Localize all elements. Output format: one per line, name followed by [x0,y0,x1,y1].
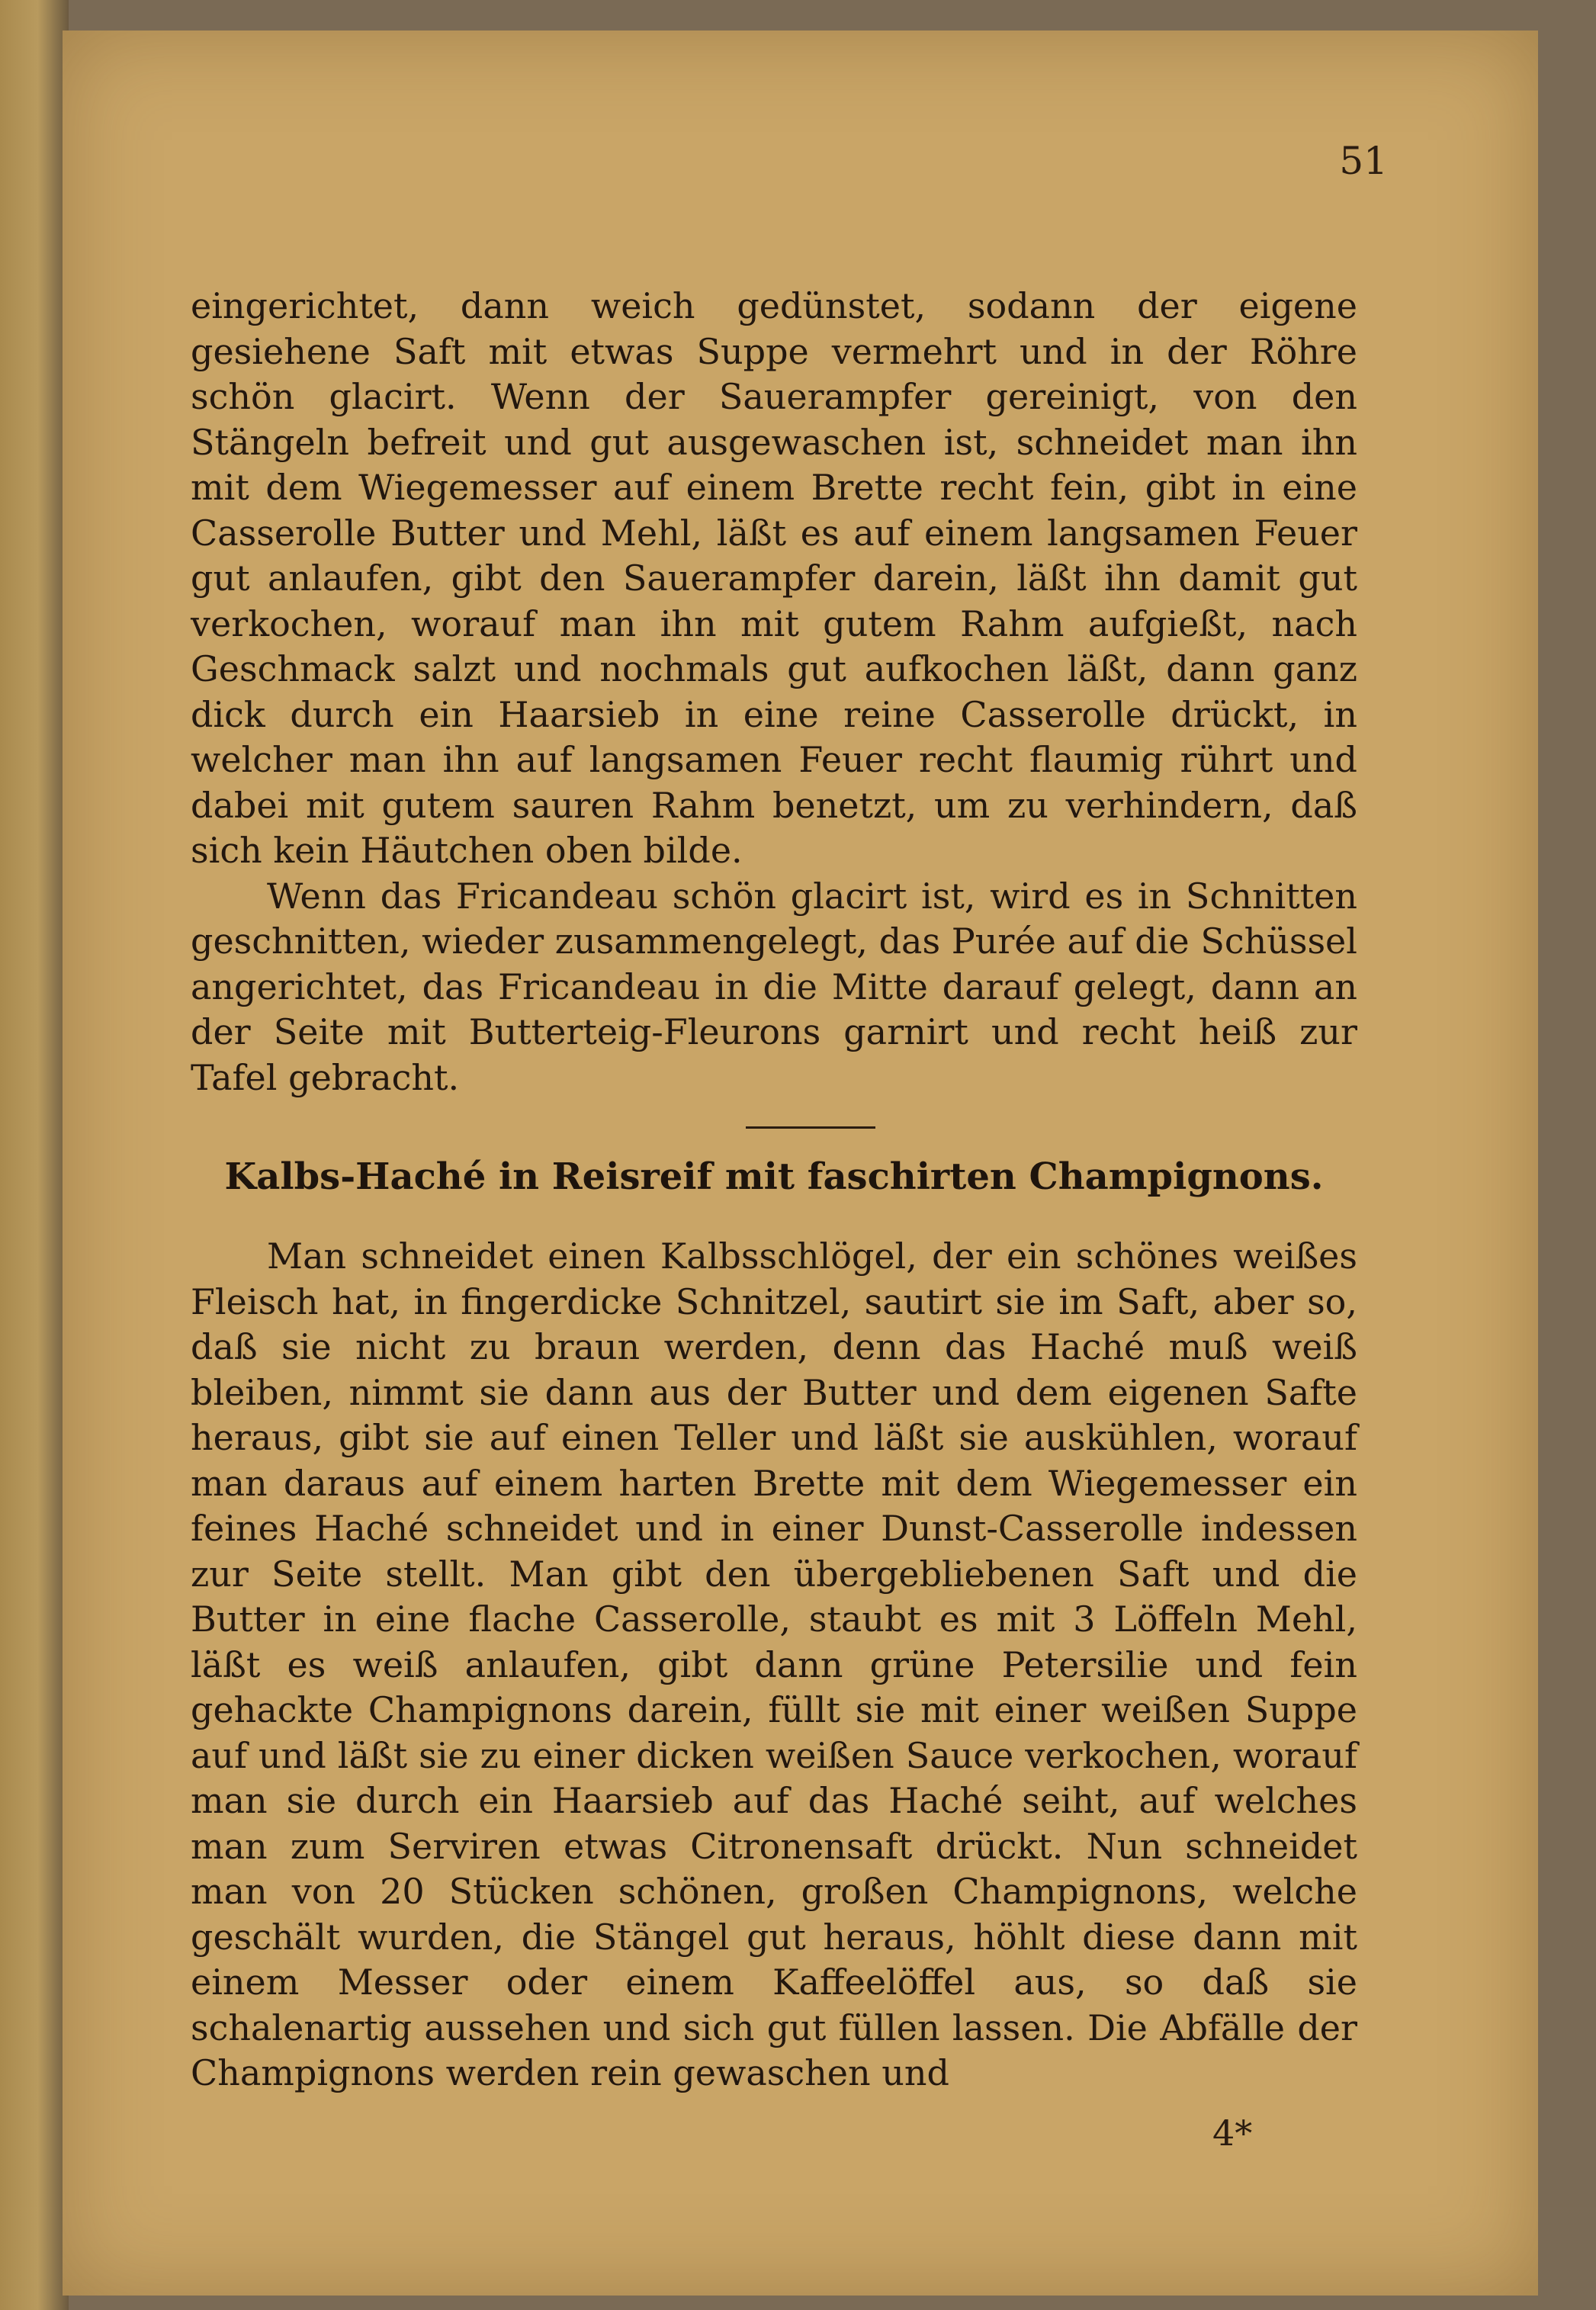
previous-page-edge [0,0,69,2310]
recipe-heading: Kalbs-Haché in Reisreif mit faschirten Champignons. [224,1155,1324,1198]
paragraph-serving: Wenn das Fricandeau schön glacirt ist, wird es in Schnitten geschnitten, wieder zusammengelegt, das Purée auf die Schüssel angerichtet, das Fricandeau in die Mitte darauf gelegt, dann an der Seite mit Butterteig-Fleurons garnirt und recht heiß zur Tafel gebracht. [191,875,1357,1098]
signature-mark: 4* [1212,2112,1253,2154]
recipe-body [191,1234,1357,2096]
section-divider [746,1126,875,1129]
paragraph-continuation: eingerichtet, dann weich gedünstet, sodann der eigene gesiehene Saft mit etwas Suppe vermehrt und in der Röhre schön glacirt. Wenn der Sauerampfer gereinigt, von den Stängeln befreit und gut ausgewaschen ist, schneidet man ihn mit dem Wiegemesser auf einem Brette recht fein, gibt in eine Casserolle Butter und Mehl, läßt es auf einem langsamen Feuer gut anlaufen, gibt den Sauerampfer darein, läßt ihn damit gut verkochen, worauf man ihn mit gutem Rahm aufgießt, nach Geschmack salzt und nochmals gut aufkochen läßt, dann ganz dick durch ein Haarsieb in eine reine Casserolle drückt, in welcher man ihn auf langsamen Feuer recht flaumig rührt und dabei mit gutem sauren Rahm benetzt, um zu verhindern, daß sich kein Häutchen oben bilde. [191,285,1357,871]
paragraph-recipe: Man schneidet einen Kalbsschlögel, der ein schönes weißes Fleisch hat, in fingerdicke Schnitzel, sautirt sie im Saft, aber so, daß sie nicht zu braun werden, denn das Haché muß weiß bleiben, nimmt sie dann aus der Butter und dem eigenen Safte heraus, gibt sie auf einen Teller und läßt sie auskühlen, worauf man daraus auf einem harten Brette mit dem Wiegemesser ein feines Haché schneidet und in einer Dunst-Casserolle indessen zur Seite stellt. Man gibt den übergebliebenen Saft und die Butter in eine flache Casserolle, staubt es mit 3 Löffeln Mehl, läßt es weiß anlaufen, gibt dann grüne Petersilie und fein gehackte Champignons darein, füllt sie mit einer weißen Suppe auf und läßt sie zu einer dicken weißen Sauce verkochen, worauf man sie durch ein Haarsieb auf das Haché seiht, auf welches man zum Serviren etwas Citronensaft drückt. Nun schneidet man von 20 Stücken schönen, großen Champignons, welche geschält wurden, die Stängel gut heraus, höhlt diese dann mit einem Messer oder einem Kaffeelöffel aus, so daß sie schalenartig aussehen und sich gut füllen lassen. Die Abfälle der Champignons werden rein gewaschen und [191,1235,1357,2093]
page-number: 51 [1339,139,1388,183]
continued-recipe-text [191,284,1357,1100]
